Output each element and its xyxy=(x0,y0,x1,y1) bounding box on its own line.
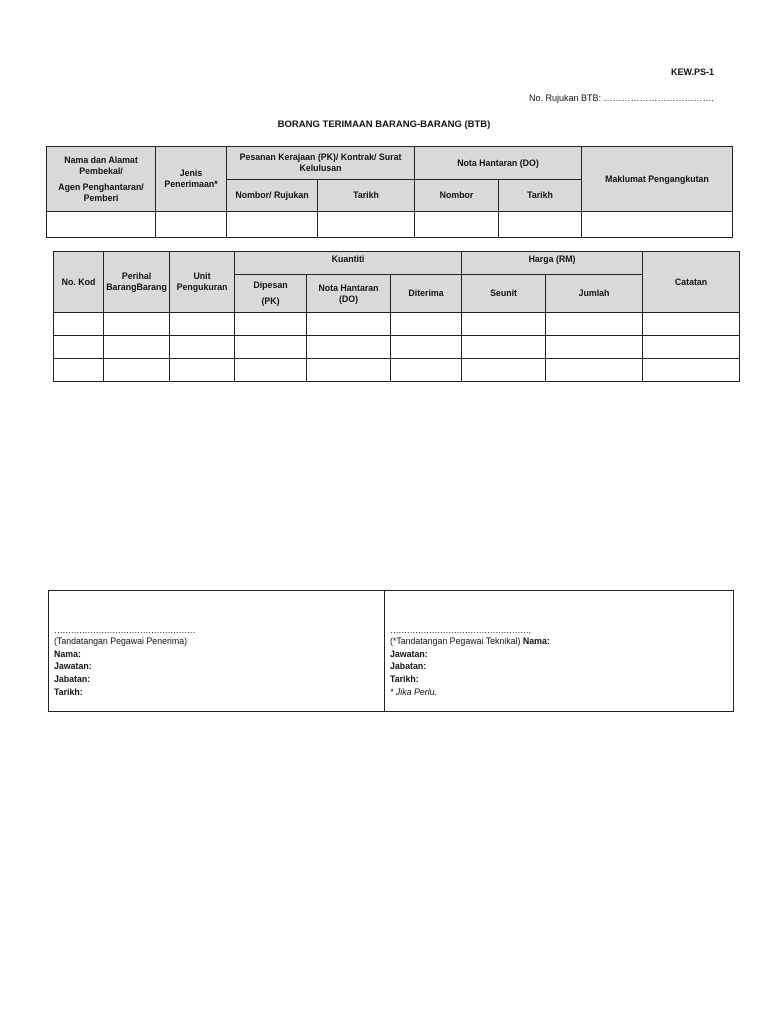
signature-caption: (Tandatangan Pegawai Penerima) xyxy=(54,636,188,646)
header-transport-info: Maklumat Pengangkutan xyxy=(582,147,733,212)
cell-item-code[interactable] xyxy=(54,359,104,382)
header-price: Harga (RM) xyxy=(462,252,643,275)
cell-qty-delivery-note[interactable] xyxy=(307,313,391,336)
cell-unit-price[interactable] xyxy=(462,336,546,359)
header-supplier-name: Nama dan Alamat Pembekal/ Agen Penghantaran/ Pemberi xyxy=(47,147,156,212)
cell-qty-ordered[interactable] xyxy=(235,313,307,336)
cell-total[interactable] xyxy=(546,336,643,359)
cell-unit-price[interactable] xyxy=(462,313,546,336)
cell-item-description[interactable] xyxy=(104,336,170,359)
department-label: Jabatan: xyxy=(390,661,427,672)
header-qty-delivery-note: Nota Hantaran (DO) xyxy=(307,275,391,313)
cell-transport-info[interactable] xyxy=(582,212,733,238)
items-table xyxy=(53,251,740,382)
signature-caption-row xyxy=(390,635,733,648)
signature-section xyxy=(48,590,734,712)
cell-supplier-name[interactable] xyxy=(47,212,156,238)
cell-qty-delivery-note[interactable] xyxy=(307,336,391,359)
table-row xyxy=(47,212,733,238)
cell-do-date[interactable] xyxy=(499,212,582,238)
cell-qty-received[interactable] xyxy=(391,359,462,382)
cell-item-description[interactable] xyxy=(104,313,170,336)
date-label: Tarikh: xyxy=(54,686,83,697)
cell-unit-of-measure[interactable] xyxy=(170,336,235,359)
cell-unit-of-measure[interactable] xyxy=(170,359,235,382)
header-receipt-type: Jenis Penerimaan* xyxy=(156,147,227,212)
position-label: Jawatan: xyxy=(390,648,428,659)
header-delivery-note: Nota Hantaran (DO) xyxy=(415,147,582,180)
cell-qty-delivery-note[interactable] xyxy=(307,359,391,382)
cell-qty-ordered[interactable] xyxy=(235,336,307,359)
cell-unit-of-measure[interactable] xyxy=(170,313,235,336)
table-row xyxy=(54,336,740,359)
signature-line[interactable]: …………………………………………… xyxy=(390,625,532,635)
date-label: Tarikh: xyxy=(390,674,419,685)
cell-item-description[interactable] xyxy=(104,359,170,382)
cell-remarks[interactable] xyxy=(643,336,740,359)
header-pk-date: Tarikh xyxy=(318,180,415,212)
cell-unit-price[interactable] xyxy=(462,359,546,382)
reference-number-field: No. Rujukan BTB: ………………………………. xyxy=(528,93,714,103)
form-title: BORANG TERIMAAN BARANG-BARANG (BTB) xyxy=(277,119,491,130)
cell-item-code[interactable] xyxy=(54,313,104,336)
header-unit-of-measure: Unit Pengukuran xyxy=(170,252,235,313)
cell-qty-received[interactable] xyxy=(391,336,462,359)
name-label: Nama: xyxy=(522,636,550,646)
header-qty-ordered: Dipesan (PK) xyxy=(235,275,307,313)
name-label: Nama: xyxy=(54,648,81,659)
technical-officer-signature xyxy=(385,591,733,711)
header-remarks: Catatan xyxy=(643,252,740,313)
cell-pk-number[interactable] xyxy=(227,212,318,238)
cell-total[interactable] xyxy=(546,359,643,382)
cell-total[interactable] xyxy=(546,313,643,336)
cell-do-number[interactable] xyxy=(415,212,499,238)
header-quantity: Kuantiti xyxy=(235,252,462,275)
header-item-description: Perihal BarangBarang xyxy=(104,252,170,313)
position-label: Jawatan: xyxy=(54,661,92,672)
supplier-info-table xyxy=(46,146,733,238)
cell-item-code[interactable] xyxy=(54,336,104,359)
header-qty-received: Diterima xyxy=(391,275,462,313)
table-row xyxy=(54,313,740,336)
header-unit-price: Seunit xyxy=(462,275,546,313)
cell-pk-date[interactable] xyxy=(318,212,415,238)
header-item-code: No. Kod xyxy=(54,252,104,313)
cell-remarks[interactable] xyxy=(643,313,740,336)
cell-receipt-type[interactable] xyxy=(156,212,227,238)
receiving-officer-signature xyxy=(49,591,385,711)
form-code: KEW.PS-1 xyxy=(670,67,714,77)
cell-qty-received[interactable] xyxy=(391,313,462,336)
header-do-number: Nombor xyxy=(415,180,499,212)
cell-remarks[interactable] xyxy=(643,359,740,382)
table-row xyxy=(54,359,740,382)
footnote: * Jika Perlu. xyxy=(390,686,437,697)
header-government-order: Pesanan Kerajaan (PK)/ Kontrak/ Surat Kelulusan xyxy=(227,147,415,180)
signature-caption: (*Tandatangan Pegawai Teknikal) xyxy=(390,636,521,646)
header-pk-number: Nombor/ Rujukan xyxy=(227,180,318,212)
cell-qty-ordered[interactable] xyxy=(235,359,307,382)
department-label: Jabatan: xyxy=(54,674,91,685)
header-do-date: Tarikh xyxy=(499,180,582,212)
signature-line[interactable]: …………………………………………… xyxy=(54,625,196,635)
header-total: Jumlah xyxy=(546,275,643,313)
